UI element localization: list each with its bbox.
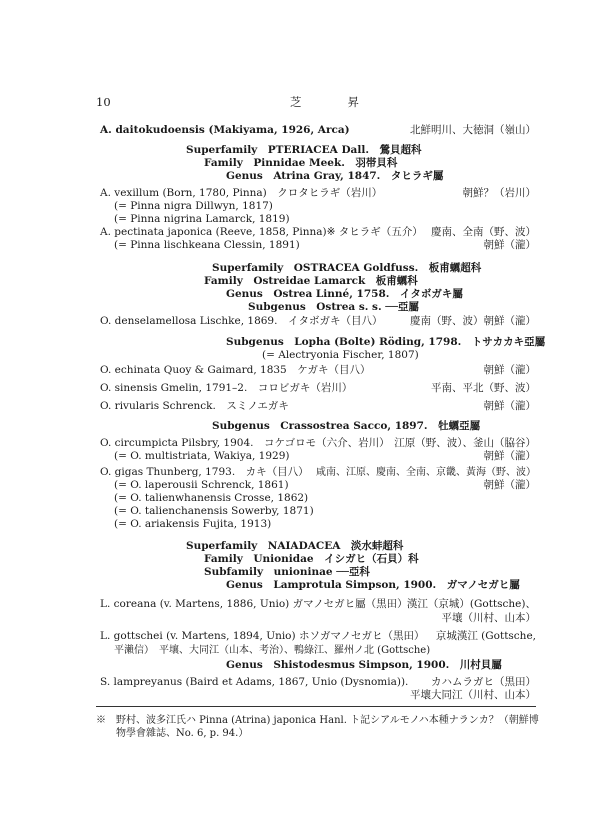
- species-entry: O. denselamellosa Lischke, 1869. イタボガキ（目八）: [100, 315, 383, 327]
- species-entry: O. sinensis Gmelin, 1791–2. コロビガキ（岩川）: [100, 382, 353, 394]
- species-entry: O. circumpicta Pilsbry, 1904. コケゴロモ（六介、岩川）: [100, 437, 390, 449]
- species-entry: O. echinata Quoy & Gaimard, 1835 ケガキ（目八）: [100, 364, 371, 376]
- subgenus-heading: Subgenus Crassostrea Sacco, 1897. 牡蠣亞屬: [212, 420, 481, 432]
- subfamily-heading: Subfamily unioninae ──亞科: [204, 566, 370, 578]
- page-author: 芝 昇: [290, 95, 359, 109]
- entry-right: 北鮮明川、大徳洞（嶺山）: [410, 124, 536, 136]
- species-locality: 朝鮮？（岩川）: [462, 187, 536, 199]
- synonym: (= Pinna nigra Dillwyn, 1817): [114, 200, 273, 212]
- synonym: (= O. talienchanensis Sowerby, 1871): [114, 505, 314, 517]
- species-locality: 平南、平北（野、波）: [431, 382, 536, 394]
- species-locality: 平瀨信） 平壤、大同江（山本、考治）、鴨綠江、羅州ノ北 (Gottsche): [114, 645, 431, 656]
- species-entry: S. lampreyanus (Baird et Adams, 1867, Unio (Dysnomia)).: [100, 676, 409, 688]
- footnote-line: ※ 野村、波多江氏ハ Pinna (Atrina) japonica Hanl. ト記シアルモノハ本種ナランカ？（朝鮮博: [96, 715, 539, 726]
- species-locality: 朝鮮（瀧）: [483, 364, 536, 376]
- subgenus-heading: Subgenus Ostrea s. s. ──亞屬: [248, 301, 419, 313]
- species-locality: 江原（野、波）、釜山（脇谷）: [394, 437, 536, 449]
- genus-heading: Genus Lamprotula Simpson, 1900. ガマノセガヒ屬: [226, 579, 520, 591]
- family-heading: Family Ostreidae Lamarck 板甫蠣科: [204, 275, 418, 287]
- species-entry: L. coreana (v. Martens, 1886, Unio) ガマノセガヒ屬（黒田）: [100, 598, 408, 610]
- entry-left: A. daitokudoensis (Makiyama, 1926, Arca): [100, 124, 350, 136]
- species-entry: L. gottschei (v. Martens, 1894, Unio) ホソガマノセガヒ（黒田）: [100, 630, 425, 642]
- species-entry: A. pectinata japonica (Reeve, 1858, Pinna)※ タヒラギ（五介）: [100, 226, 423, 238]
- synonym: (= O. laperousii Schrenck, 1861): [114, 479, 289, 491]
- species-locality: 朝鮮（瀧）: [483, 239, 536, 251]
- species-locality: 慶南、全南（野、波）: [431, 226, 536, 238]
- species-locality: 朝鮮（瀧）: [483, 479, 536, 491]
- genus-heading: Genus Shistodesmus Simpson, 1900. 川村貝屬: [226, 659, 502, 671]
- superfamily-heading: Superfamily PTERIACEA Dall. 鶯貝超科: [186, 144, 422, 156]
- family-heading: Family Unionidae イシガヒ（石貝）科: [204, 553, 419, 565]
- species-entry: O. gigas Thunberg, 1793. カキ（目八）: [100, 466, 309, 478]
- species-locality: 平壤（川村、山本）: [441, 612, 536, 624]
- synonym: (= Pinna nigrina Lamarck, 1819): [114, 213, 290, 225]
- family-heading: Family Pinnidae Meek. 羽帯貝科: [204, 157, 398, 169]
- species-locality: 咸南、江原、慶南、全南、京畿、黃海（野、波）: [316, 467, 536, 478]
- species-locality: カハムラガヒ（黒田）: [431, 676, 536, 688]
- synonym: (= O. multistriata, Wakiya, 1929): [114, 450, 290, 462]
- genus-heading: Genus Ostrea Linné, 1758. イタボガキ屬: [226, 288, 463, 300]
- synonym: (= Alectryonia Fischer, 1807): [262, 349, 419, 361]
- footnote-rule: [96, 706, 536, 707]
- species-locality: 朝鮮（瀧）: [483, 400, 536, 412]
- synonym: (= Pinna lischkeana Clessin, 1891): [114, 239, 300, 251]
- genus-heading: Genus Atrina Gray, 1847. タヒラギ屬: [226, 170, 444, 182]
- species-locality: 平壤大同江（川村、山本）: [410, 689, 536, 701]
- subgenus-heading: Subgenus Lopha (Bolte) Röding, 1798. トサカカキ亞屬: [226, 336, 546, 348]
- footnote-line: 物學會雜誌、No. 6, p. 94.）: [116, 728, 249, 739]
- superfamily-heading: Superfamily NAIADACEA 淡水蚌超科: [186, 540, 404, 552]
- superfamily-heading: Superfamily OSTRACEA Goldfuss. 板甫蠣超科: [212, 262, 482, 274]
- species-entry: O. rivularis Schrenck. スミノエガキ: [100, 400, 289, 412]
- page-number: 10: [96, 95, 111, 109]
- species-locality: 漢江（京城）(Gottsche)、: [406, 598, 536, 610]
- species-entry: A. vexillum (Born, 1780, Pinna) クロタヒラギ（岩川）: [100, 187, 383, 199]
- species-locality: 慶南（野、波）朝鮮（瀧）: [410, 315, 536, 327]
- synonym: (= O. ariakensis Fujita, 1913): [114, 518, 272, 530]
- synonym: (= O. talienwhanensis Crosse, 1862): [114, 492, 309, 504]
- species-locality: 京城漢江 (Gottsche,: [435, 630, 536, 642]
- species-locality: 朝鮮（瀧）: [483, 450, 536, 462]
